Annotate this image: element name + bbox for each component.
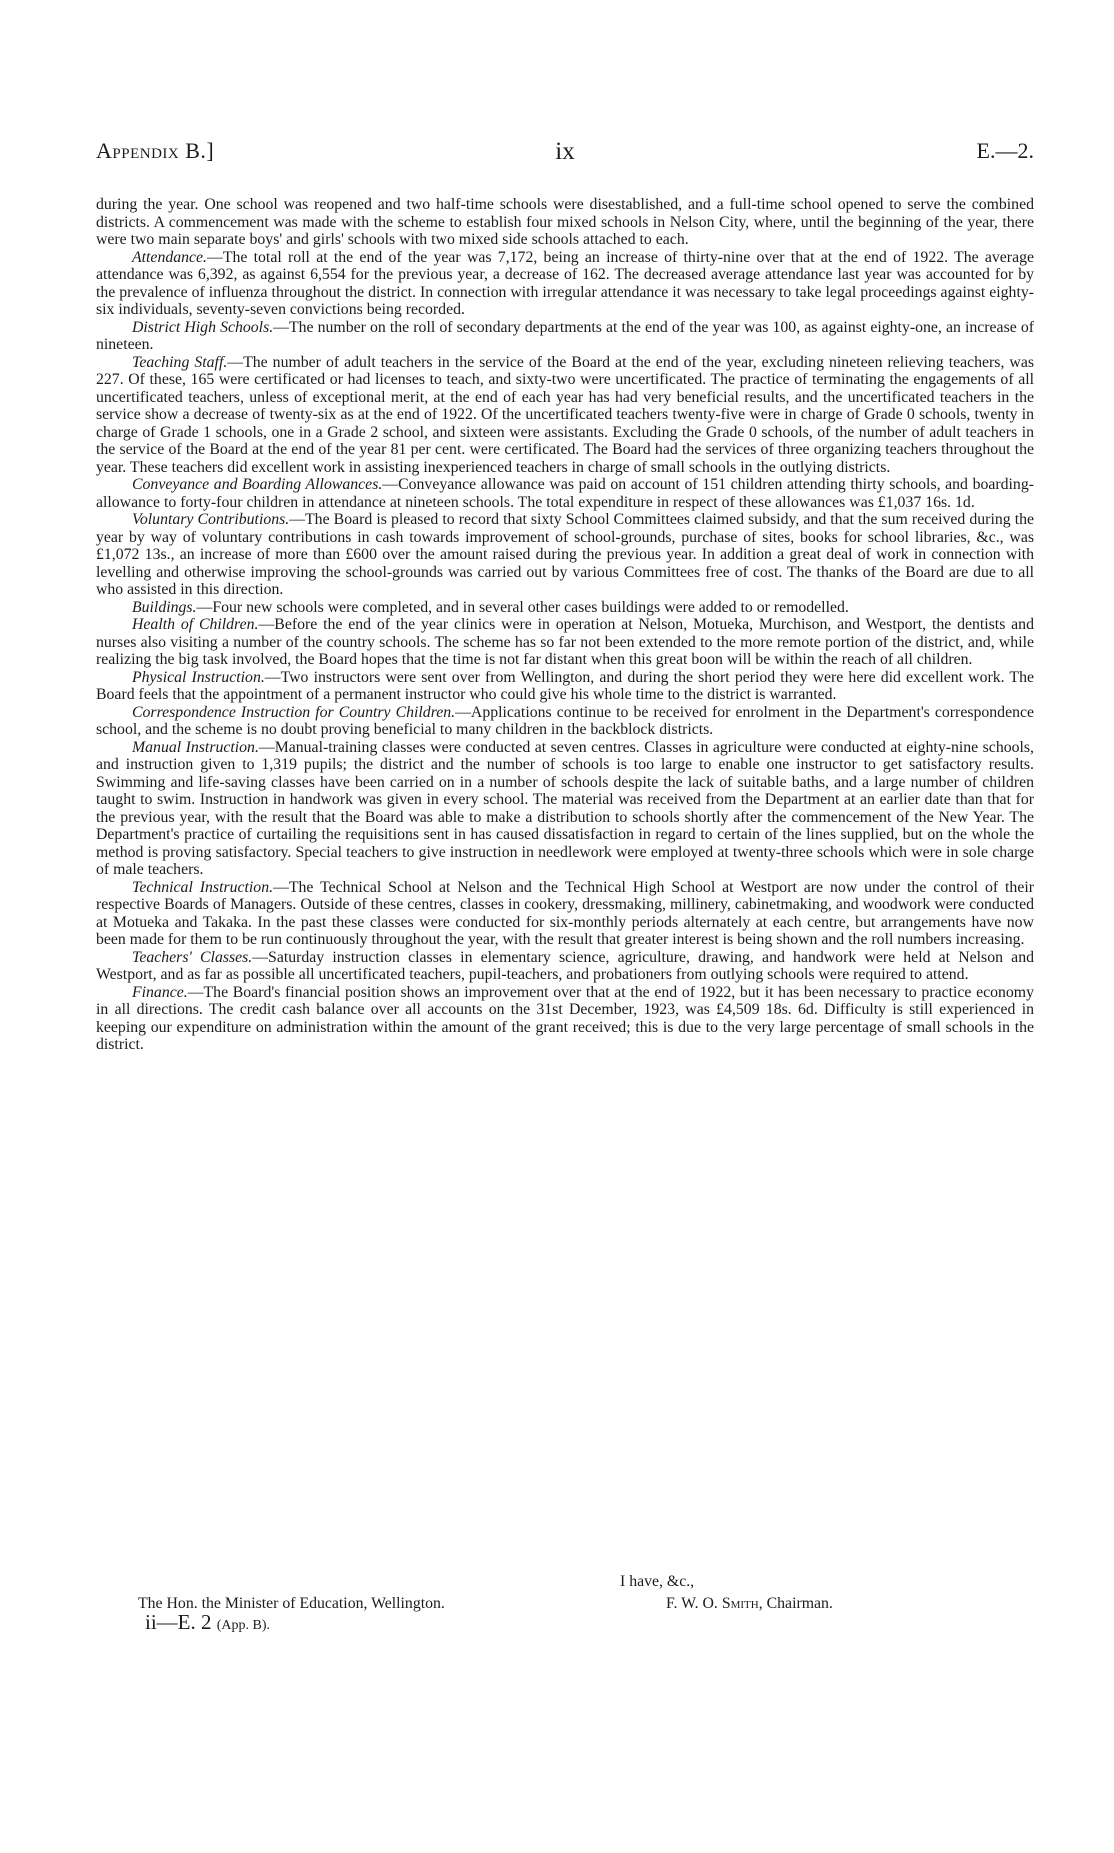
paragraph-physical-instruction: Physical Instruction.—Two instructors were sent over from Wellington, and during the short period they were here did excellent work. The Board feels that the appointment of a permanent instructor who could give his whole time to the district is warranted.	[96, 668, 1034, 703]
report-body	[96, 196, 1034, 1054]
paragraph-intro: during the year. One school was reopened and two half-time schools were disestablished, and a full-time school opened to serve the combined districts. A commencement was made with the scheme to establish four mixed schools in Nelson City, where, until the beginning of the year, there were two main separate boys' and girls' schools with two mixed side schools attached to each.	[96, 196, 1034, 248]
paragraph-district-high-schools: District High Schools.—The number on the roll of secondary departments at the end of the year was 100, as against eighty-one, an increase of nineteen.	[96, 318, 1034, 353]
paragraph-technical-instruction: Technical Instruction.—The Technical School at Nelson and the Technical High School at Westport are now under the control of their respective Boards of Managers. Outside of these centres, classes in cookery, dressmaking, millinery, cabinetmaking, and woodwork were conducted at Motueka and Takaka. In the past these classes were conducted for six-monthly periods alternately at each centre, but arrangements have now been made for them to be run continuously throughout the year, with the result that greater interest is being shown and the roll numbers increasing.	[96, 878, 1034, 948]
paragraph-health: Health of Children.—Before the end of the year clinics were in operation at Nelson, Motueka, Murchison, and Westport, the dentists and nurses also visiting a number of the country schools. The scheme has so far not been extended to the more remote portion of the district, and, while realizing the big task involved, the Board hopes that the time is not far distant when this great boon will be within the reach of all children.	[96, 616, 1034, 668]
header-appendix: Appendix B.]	[96, 138, 215, 163]
paragraph-teaching-staff: Teaching Staff.—The number of adult teachers in the service of the Board at the end of the year, excluding nineteen relieving teachers, was 227. Of these, 165 were certificated or had licenses to teach, and sixty-two were uncertificated. The practice of terminating the engagements of all uncertificated teachers, unless of exceptional merit, at the end of each year has had very beneficial results, and the uncertificated teachers in the service show a decrease of twenty-six as at the end of 1922. Of the uncertificated teachers twenty-five were in charge of Grade 0 schools, twenty in charge of Grade 1 schools, one in a Grade 2 school, and sixteen were assistants. Excluding the Grade 0 schools, of the number of adult teachers in the service of the Board at the end of the year 81 per cent. were certificated. The Board had the services of three organizing teachers throughout the year. These teachers did excellent work in assisting inexperienced teachers in charge of small schools in the outlying districts.	[96, 353, 1034, 476]
paragraph-teachers-classes: Teachers' Classes.—Saturday instruction classes in elementary science, agriculture, drawing, and handwork were held at Nelson and Westport, and as far as possible all uncertificated teachers, pupil-teachers, and probationers from outlying schools were required to attend.	[96, 948, 1034, 983]
signature: F. W. O. Smith, Chairman.	[666, 1595, 833, 1612]
paragraph-manual-instruction: Manual Instruction.—Manual-training classes were conducted at seven centres. Classes in agriculture were conducted at eighty-nine schools, and instruction given to 1,319 pupils; the district and the number of schools is too large to enable one instructor to get satisfactory results. Swimming and life-saving classes have been carried on in a number of schools despite the lack of suitable baths, and a large number of children taught to swim. Instruction in handwork was given in every school. The material was received from the Department at an earlier date than that for the previous year, with the result that the Board was able to make a distribution to schools shortly after the commencement of the New Year. The Department's practice of curtailing the requisitions sent in has caused dissatisfaction in regard to certain of the lines supplied, but on the whole the method is proving satisfactory. Special teachers to give instruction in needlework were employed at twenty-three schools which were in sole charge of male teachers.	[96, 738, 1034, 878]
paragraph-attendance: Attendance.—The total roll at the end of the year was 7,172, being an increase of thirty-nine over that at the end of 1922. The average attendance was 6,392, as against 6,554 for the previous year, a decrease of 162. The decreased average attendance last year was accounted for by the prevalence of influenza throughout the district. In connection with irregular attendance it was necessary to take legal proceedings against eighty-six individuals, seventy-seven convictions being recorded.	[96, 248, 1034, 318]
footer-signature-mark: ii—E. 2 (App. B).	[145, 1610, 271, 1634]
addressee: The Hon. the Minister of Education, Wellington.	[138, 1595, 445, 1612]
paragraph-conveyance: Conveyance and Boarding Allowances.—Conveyance allowance was paid on account of 151 children attending thirty schools, and boarding-allowance to forty-four children in attendance at nineteen schools. The total expenditure in respect of these allowances was £1,037 16s. 1d.	[96, 476, 1034, 511]
paragraph-buildings: Buildings.—Four new schools were completed, and in several other cases buildings were added to or remodelled.	[132, 598, 849, 616]
paragraph-voluntary-contributions: Voluntary Contributions.—The Board is pleased to record that sixty School Committees claimed subsidy, and that the sum received during the year by way of voluntary contributions in cash towards improvement of school-grounds, purchase of sites, books for school libraries, &c., was £1,072 13s., an increase of more than £600 over the amount raised during the previous year. In addition a great deal of work in connection with levelling and otherwise improving the school-grounds was carried out by various Committees free of cost. The thanks of the Board are due to all who assisted in this direction.	[96, 511, 1035, 598]
header-page-number: ix	[555, 138, 575, 165]
closing-salutation: I have, &c.,	[620, 1573, 695, 1590]
paragraph-correspondence: Correspondence Instruction for Country Children.—Applications continue to be received for enrolment in the Department's correspondence school, and the scheme is no doubt proving beneficial to many children in the backblock districts.	[96, 703, 1034, 738]
header-report-code: E.—2.	[976, 138, 1034, 163]
paragraph-finance: Finance.—The Board's financial position shows an improvement over that at the end of 1922, but it has been necessary to practice economy in all directions. The credit cash balance over all accounts on the 31st December, 1923, was £4,509 18s. 6d. Difficulty is still experienced in keeping our expenditure on administration within the amount of the grant received; this is due to the very large percentage of small schools in the district.	[96, 983, 1034, 1053]
page-header	[96, 138, 1034, 178]
